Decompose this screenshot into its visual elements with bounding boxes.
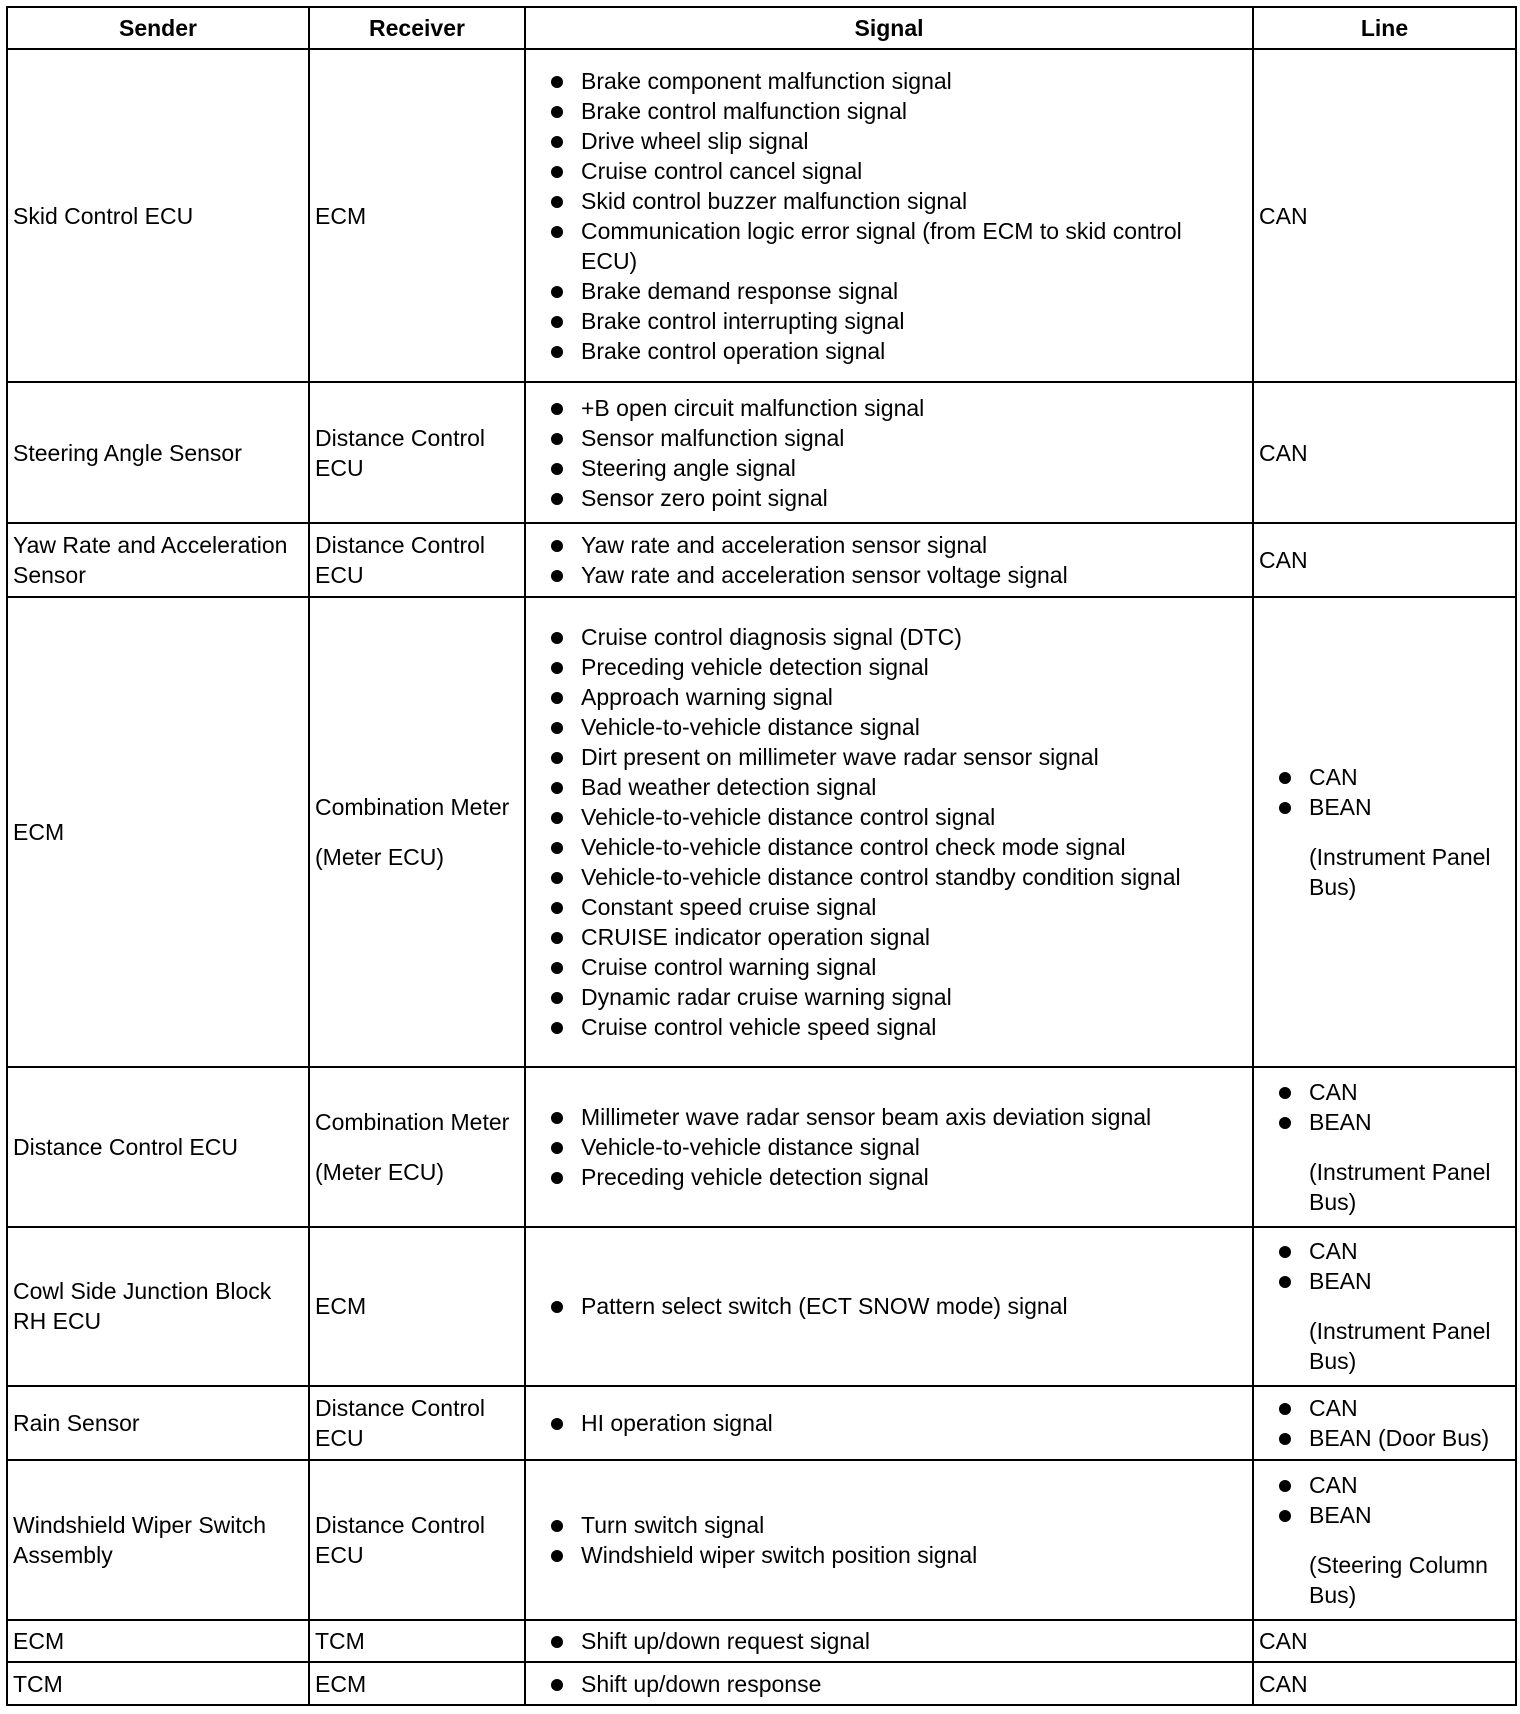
signal-list: [526, 1669, 1252, 1699]
signal-item: Dirt present on millimeter wave radar sensor signal: [526, 742, 1244, 772]
header-receiver: Receiver: [309, 7, 525, 49]
receiver-note: (Meter ECU): [315, 844, 445, 871]
sender-cell: Steering Angle Sensor: [7, 382, 309, 523]
receiver-cell: [309, 49, 525, 382]
line-note: (Instrument Panel Bus): [1309, 1158, 1491, 1215]
table-row: [7, 1460, 1516, 1619]
line-value: CAN: [1259, 439, 1308, 466]
line-list: [1254, 762, 1515, 822]
signal-item: Turn switch signal: [526, 1510, 1244, 1540]
signal-item: Brake control operation signal: [526, 336, 1244, 366]
signal-item: Communication logic error signal (from ECM to skid control ECU): [526, 216, 1244, 276]
line-cell: [1253, 1662, 1516, 1705]
signal-list: [526, 1408, 1252, 1438]
signal-list: [526, 66, 1252, 366]
signal-item: Yaw rate and acceleration sensor voltage signal: [526, 560, 1244, 590]
signal-cell: [525, 1662, 1253, 1705]
signal-cell: [525, 49, 1253, 382]
signal-item: Cruise control diagnosis signal (DTC): [526, 622, 1244, 652]
line-cell: [1253, 1067, 1516, 1226]
sender-cell: Rain Sensor: [7, 1386, 309, 1460]
receiver-cell: [309, 597, 525, 1067]
signal-list: [526, 530, 1252, 590]
signal-list: [526, 1291, 1252, 1321]
header-line: Line: [1253, 7, 1516, 49]
receiver-name: Combination Meter: [315, 1108, 510, 1135]
line-value: CAN: [1259, 547, 1308, 574]
signal-item: Vehicle-to-vehicle distance signal: [526, 712, 1244, 742]
receiver-name: Distance Control ECU: [315, 424, 486, 481]
sender-cell: ECM: [7, 1620, 309, 1663]
line-note: (Instrument Panel Bus): [1309, 1318, 1491, 1375]
sender-cell: Distance Control ECU: [7, 1067, 309, 1226]
line-cell: [1253, 1227, 1516, 1386]
table-row: [7, 1662, 1516, 1705]
receiver-cell: [309, 1620, 525, 1663]
signal-item: Brake component malfunction signal: [526, 66, 1244, 96]
line-cell: [1253, 1386, 1516, 1460]
table-row: [7, 49, 1516, 382]
table-row: [7, 1620, 1516, 1663]
line-list: [1254, 1393, 1515, 1453]
signal-list: [526, 1626, 1252, 1656]
table-row: [7, 382, 1516, 523]
line-cell: [1253, 382, 1516, 523]
line-value: CAN: [1259, 1670, 1308, 1697]
signal-item: Millimeter wave radar sensor beam axis deviation signal: [526, 1102, 1244, 1132]
receiver-cell: [309, 1460, 525, 1619]
receiver-name: ECM: [315, 1670, 367, 1697]
signal-cell: [525, 1227, 1253, 1386]
receiver-cell: [309, 1227, 525, 1386]
line-item: CAN: [1254, 1077, 1507, 1107]
signal-item: Sensor zero point signal: [526, 483, 1244, 513]
table-row: [7, 1227, 1516, 1386]
signal-item: Windshield wiper switch position signal: [526, 1540, 1244, 1570]
signal-table-container: [6, 6, 1515, 1706]
signal-cell: [525, 597, 1253, 1067]
receiver-name: Distance Control ECU: [315, 1511, 486, 1568]
signal-item: Brake demand response signal: [526, 276, 1244, 306]
line-cell: [1253, 49, 1516, 382]
signal-cell: [525, 1460, 1253, 1619]
line-cell: [1253, 523, 1516, 597]
receiver-name: TCM: [315, 1628, 365, 1654]
header-sender: Sender: [7, 7, 309, 49]
receiver-cell: [309, 523, 525, 597]
signal-item: Vehicle-to-vehicle distance control standby condition signal: [526, 862, 1244, 892]
signal-item: Vehicle-to-vehicle distance signal: [526, 1132, 1244, 1162]
signal-cell: [525, 1386, 1253, 1460]
line-item: CAN: [1254, 1470, 1507, 1500]
signal-list: [526, 622, 1252, 1042]
signal-item: Cruise control vehicle speed signal: [526, 1012, 1244, 1042]
signal-cell: [525, 1620, 1253, 1663]
receiver-name: ECM: [315, 202, 367, 229]
signal-item: +B open circuit malfunction signal: [526, 393, 1244, 423]
signal-item: Steering angle signal: [526, 453, 1244, 483]
receiver-cell: [309, 382, 525, 523]
signal-item: CRUISE indicator operation signal: [526, 922, 1244, 952]
signal-item: HI operation signal: [526, 1408, 1244, 1438]
signal-item: Approach warning signal: [526, 682, 1244, 712]
receiver-cell: [309, 1662, 525, 1705]
table-row: [7, 1386, 1516, 1460]
receiver-name: Combination Meter: [315, 794, 510, 821]
header-signal: Signal: [525, 7, 1253, 49]
signal-item: Pattern select switch (ECT SNOW mode) signal: [526, 1291, 1244, 1321]
sender-cell: Yaw Rate and Acceleration Sensor: [7, 523, 309, 597]
line-note: (Steering Column Bus): [1309, 1551, 1488, 1608]
signal-item: Shift up/down request signal: [526, 1626, 1244, 1656]
line-value: CAN: [1259, 1628, 1308, 1654]
signal-item: Vehicle-to-vehicle distance control signal: [526, 802, 1244, 832]
signal-list: [526, 393, 1252, 513]
line-cell: [1253, 1620, 1516, 1663]
line-item: BEAN: [1254, 1500, 1507, 1530]
table-row: [7, 597, 1516, 1067]
signal-item: Sensor malfunction signal: [526, 423, 1244, 453]
table-header-row: [7, 7, 1516, 49]
sender-cell: Cowl Side Junction Block RH ECU: [7, 1227, 309, 1386]
receiver-note: (Meter ECU): [315, 1158, 445, 1185]
signal-item: Skid control buzzer malfunction signal: [526, 186, 1244, 216]
receiver-name: Distance Control ECU: [315, 532, 486, 589]
line-list: [1254, 1470, 1515, 1530]
line-item: CAN: [1254, 1393, 1507, 1423]
line-note: (Instrument Panel Bus): [1309, 844, 1491, 901]
sender-cell: Windshield Wiper Switch Assembly: [7, 1460, 309, 1619]
line-item: BEAN: [1254, 792, 1507, 822]
line-item: CAN: [1254, 1236, 1507, 1266]
table-row: [7, 1067, 1516, 1226]
signal-cell: [525, 523, 1253, 597]
signal-item: Brake control interrupting signal: [526, 306, 1244, 336]
signal-item: Vehicle-to-vehicle distance control check mode signal: [526, 832, 1244, 862]
table-row: [7, 523, 1516, 597]
line-value: CAN: [1259, 202, 1308, 229]
line-list: [1254, 1077, 1515, 1137]
signal-list: [526, 1102, 1252, 1192]
receiver-name: Distance Control ECU: [315, 1395, 486, 1452]
signal-table: [6, 6, 1517, 1706]
signal-item: Constant speed cruise signal: [526, 892, 1244, 922]
line-item: BEAN: [1254, 1107, 1507, 1137]
signal-item: Brake control malfunction signal: [526, 96, 1244, 126]
signal-list: [526, 1510, 1252, 1570]
signal-item: Preceding vehicle detection signal: [526, 652, 1244, 682]
sender-cell: Skid Control ECU: [7, 49, 309, 382]
receiver-cell: [309, 1067, 525, 1226]
line-item: BEAN (Door Bus): [1254, 1423, 1507, 1453]
signal-item: Cruise control cancel signal: [526, 156, 1244, 186]
signal-item: Cruise control warning signal: [526, 952, 1244, 982]
signal-item: Drive wheel slip signal: [526, 126, 1244, 156]
signal-item: Bad weather detection signal: [526, 772, 1244, 802]
receiver-cell: [309, 1386, 525, 1460]
line-cell: [1253, 597, 1516, 1067]
sender-cell: ECM: [7, 597, 309, 1067]
line-cell: [1253, 1460, 1516, 1619]
signal-item: Preceding vehicle detection signal: [526, 1162, 1244, 1192]
signal-item: Yaw rate and acceleration sensor signal: [526, 530, 1244, 560]
signal-item: Dynamic radar cruise warning signal: [526, 982, 1244, 1012]
signal-cell: [525, 382, 1253, 523]
sender-cell: TCM: [7, 1662, 309, 1705]
table-body: [7, 49, 1516, 1705]
signal-cell: [525, 1067, 1253, 1226]
line-item: CAN: [1254, 762, 1507, 792]
receiver-name: ECM: [315, 1293, 367, 1320]
signal-item: Shift up/down response: [526, 1669, 1244, 1699]
line-item: BEAN: [1254, 1266, 1507, 1296]
line-list: [1254, 1236, 1515, 1296]
